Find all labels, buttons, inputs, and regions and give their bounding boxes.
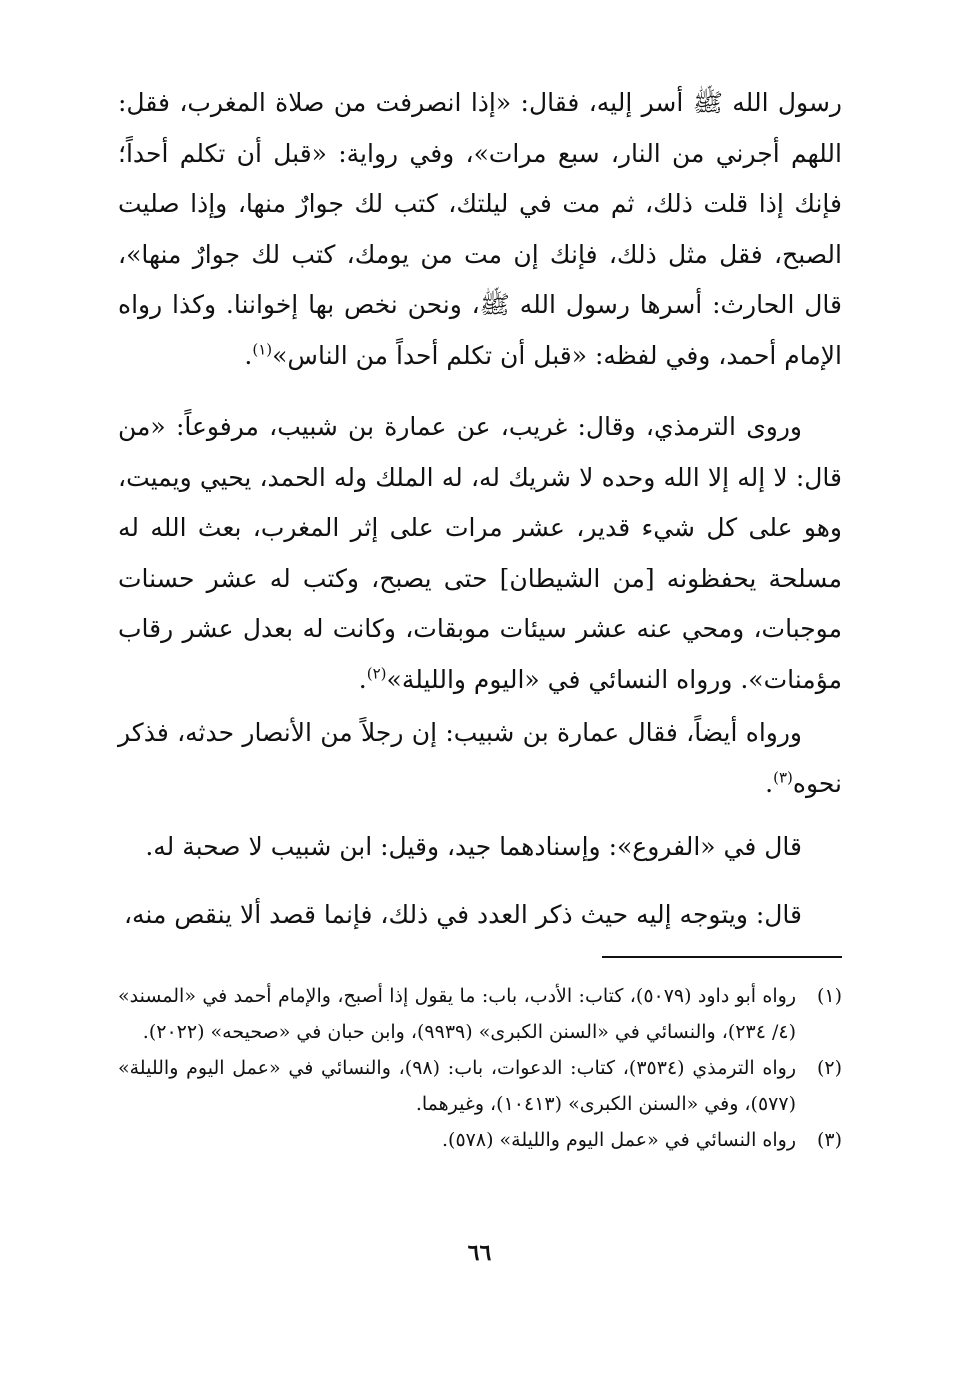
footnotes bbox=[118, 978, 842, 1158]
paragraph bbox=[118, 402, 842, 705]
footnote-text: رواه أبو داود (٥٠٧٩)، كتاب: الأدب، باب: ما يقول إذا أصبح، والإمام أحمد في «المسند» (٤/ ٢٣٤)، والنسائي في «السنن الكبرى» (٩٩٣٩)، وابن حبان في «صحيحه» (٢٠٢٢). bbox=[118, 985, 796, 1043]
footnote-number: (٢) bbox=[816, 1057, 842, 1079]
paragraph-text: رسول الله ﷺ أسر إليه، فقال: «إذا انصرفت من صلاة المغرب، فقل: اللهم أجرني من النار، سبع مرات»، وفي رواية: «قبل أن تكلم أحداً؛ فإنك إذا قلت ذلك، ثم مت في ليلتك، كتب لك جوارٌ منها، وإذا صليت الصبح، فقل مثل ذلك، فإنك إن مت من يومك، كتب لك جوارٌ منها»، قال الحارث: أسرها رسول الله ﷺ، ونحن نخص بها إخواننا. وكذا رواه الإمام أحمد، وفي لفظه: «قبل أن تكلم أحداً من الناس» bbox=[118, 88, 842, 370]
paragraph: قال: ويتوجه إليه حيث ذكر العدد في ذلك، فإنما قصد ألا ينقص منه، bbox=[123, 900, 802, 929]
paragraph-text: ورواه أيضاً، فقال عمارة بن شبيب: إن رجلاً من الأنصار حدثه، فذكر نحوه bbox=[118, 718, 842, 798]
paragraph-period: . bbox=[244, 340, 253, 370]
page-number: ٦٦ bbox=[467, 1240, 492, 1266]
footnote bbox=[118, 978, 842, 1050]
paragraph-period: . bbox=[358, 664, 367, 694]
footnote-text: رواه الترمذي (٣٥٣٤)، كتاب: الدعوات، باب: (٩٨)، والنسائي في «عمل اليوم والليلة» (٥٧٧)، وفي «السنن الكبرى» (١٠٤١٣)، وغيرهما. bbox=[118, 1057, 796, 1115]
footnote-number: (١) bbox=[816, 985, 842, 1007]
footnote-text: رواه النسائي في «عمل اليوم والليلة» (٥٧٨). bbox=[442, 1129, 796, 1151]
footnote bbox=[118, 1122, 842, 1158]
paragraph-period: . bbox=[765, 768, 774, 798]
footnote-reference[interactable]: (٣) bbox=[773, 768, 793, 787]
footnote-reference[interactable]: (٢) bbox=[366, 664, 387, 683]
paragraph bbox=[118, 78, 842, 381]
paragraph-text: وروى الترمذي، وقال: غريب، عن عمارة بن شبيب، مرفوعاً: «من قال: لا إله إلا الله وحده لا شريك له، له الملك وله الحمد، يحيي ويميت، وهو على كل شيء قدير، عشر مرات على إثر المغرب، بعث الله له مسلحة يحفظونه [من الشيطان] حتى يصبح، وكتب له عشر حسنات موجبات، ومحي عنه عشر سيئات موبقات، وكانت له بعدل عشر رقاب مؤمنات». ورواه النسائي في «اليوم والليلة» bbox=[118, 412, 842, 694]
footnote-reference[interactable]: (١) bbox=[252, 340, 273, 359]
footnote bbox=[118, 1050, 842, 1122]
footnote-number: (٣) bbox=[816, 1129, 842, 1151]
footnote-separator bbox=[602, 956, 842, 958]
paragraph bbox=[118, 708, 842, 809]
paragraph: قال في «الفروع»: وإسنادهما جيد، وقيل: ابن شبيب لا صحبة له. bbox=[145, 832, 802, 861]
